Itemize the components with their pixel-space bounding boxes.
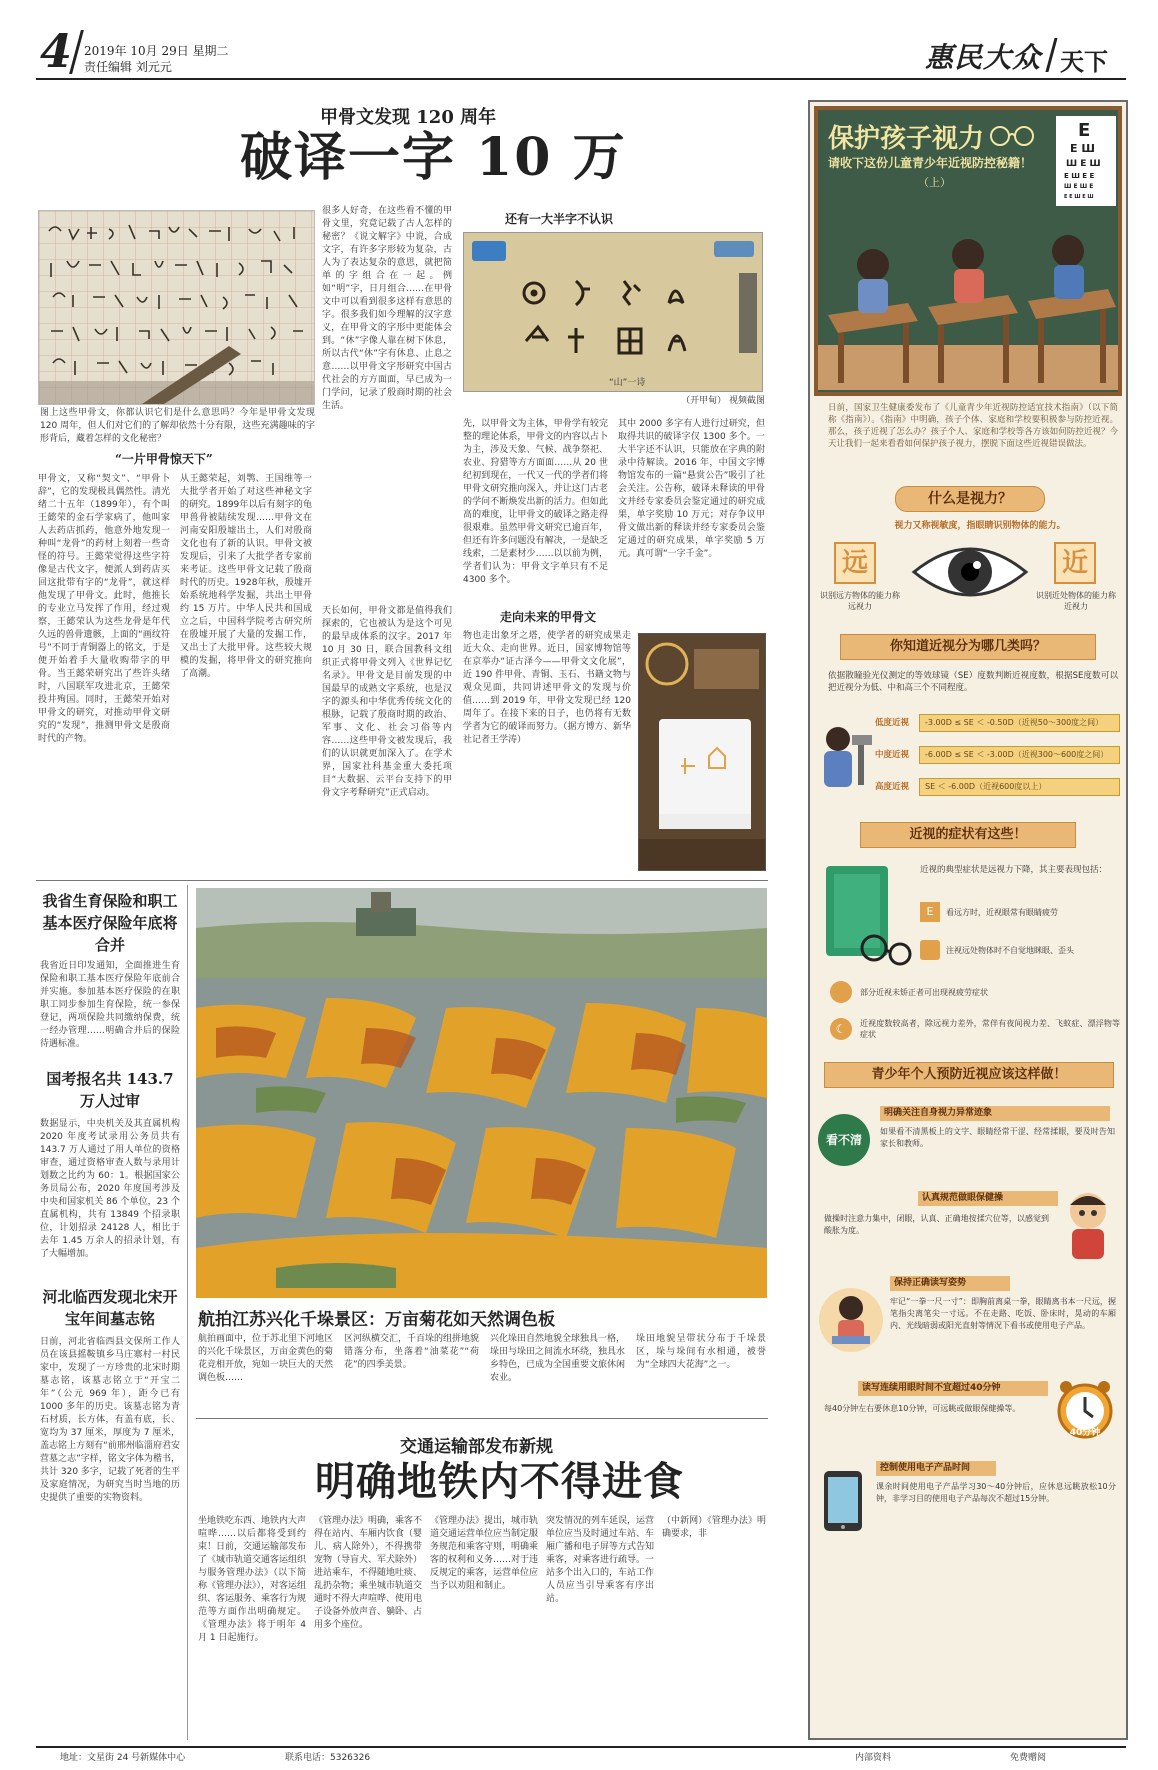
lead-col-d: 天长如何，甲骨文都是值得我们探索的，它也被认为是这个可见的最早成体系的汉字。2017 年 10 月 30 日，联合国教科文组织正式将甲骨文列入《世界记忆名录》。甲骨文是目前发现的中国最早的成熟文字系统，也是汉字的源头和中华优秀传统文化的根脉，记载了殷商时期的政治、军事、文化、社会习俗等内容……这些甲骨文被发现后，我们的认识就更加深入了。在学术界，国家社科基金重大委托项目“大数据、云平台支持下的甲骨文字考释研究”正式启动。 xyxy=(322,606,452,798)
alarm-clock-icon xyxy=(1054,1377,1116,1447)
symptom-text: 看远方时，近视眼常有眼睛疲劳 xyxy=(946,907,1058,917)
left-column-rule xyxy=(36,880,768,881)
degree-label: 高度近视 xyxy=(875,781,910,792)
footer-address: 地址：文星街 24 号新媒体中心 xyxy=(60,1753,186,1763)
lead-kicker: 甲骨文发现 120 周年 xyxy=(320,107,497,128)
left-body-2: 数据显示，中央机关及其直属机构 2020 年度考试录用公务员共有 143.7 万人通过了用人单位的资格审查，通过资格审查人数与录用计划数之比约为 60：1。根据国家公务员局公布，2020 年度国考涉及中央和国家机关 86 个单位，23 个直属机构，共有 13849 个招录职位，计划招录 24128 人，相比于去年 1.45 万余人的招录计划，有了大幅增加。 xyxy=(40,1119,180,1259)
person-icon xyxy=(920,940,940,960)
degree-range: SE ＜ -6.00D（近视600度以上） xyxy=(919,778,1120,796)
photo-text-d: 垛田地貌呈带状分布于千垛景区，垛与垛间有水相通，被誉为“全球四大花海”之一。 xyxy=(636,1334,766,1370)
far-label: 远 xyxy=(841,548,868,578)
lead-title: 破译一字 10 万 xyxy=(240,127,627,188)
tip-text: 做操时注意力集中，闭眼，认真、正确地按揉穴位等，以感觉到酸胀为度。 xyxy=(824,1214,1049,1235)
electronic-device-icon xyxy=(818,1467,868,1541)
eye-exam-illustration xyxy=(818,717,878,801)
clock-label: 40分钟 xyxy=(1069,1428,1101,1438)
symptom-1 xyxy=(920,897,1120,927)
metro-col-e: （中新网）《管理办法》明确要求，非 xyxy=(662,1516,766,1539)
metro-col-d: 突发情况的列车延误，运营单位应当及时通过车站、车厢广播和电子屏等方式告知乘客，对乘客进行疏导。一站多个出入口的，车站工作人员应当引导乘客有序出站。 xyxy=(546,1516,654,1604)
eye-icon xyxy=(910,532,1030,616)
degree-label: 中度近视 xyxy=(875,749,910,760)
symptom-3 xyxy=(830,980,1120,1004)
tip-5 xyxy=(818,1457,1122,1547)
tip-2 xyxy=(818,1187,1122,1267)
symptom-text: 注视远处物体时不自觉地眯眼、歪头 xyxy=(946,945,1074,955)
lead-col-a: 甲骨文，又称“契文”、“甲骨卜辞”，它的发现极具偶然性。清光绪二十五年（1899年），有个叫王懿荣的金石学家病了，他叫家人去药店抓药，他意外地发现一种叫“龙骨”的药材上刻着一些奇怪的符号。王懿荣觉得这些字符像是古代文字，便派人到药店买回这批带有字的“龙骨”，就这样他发现了甲骨文。此时，他推长的专业立马发挥了作用，经过观察，王懿荣认为这些龙骨是年代久远的兽骨遗骸，上面的“画纹符号”不同于青铜器上的铭文，于是便开始着手大量收购带字的甲骨。当王懿荣研究出了些许头绪时，八国联军攻进北京，王懿荣投井殉国。同时，王懿荣开始对甲骨文的研究，对推动甲骨文研究的“发现”，推测甲骨文是殷商时代的产物。 xyxy=(38,474,170,744)
photo-section-rule xyxy=(196,1418,768,1419)
subhead-discovery: “一片甲骨惊天下” xyxy=(115,452,213,466)
lead-col-c: 很多人好奇，在这些看不懂的甲骨文里，究竟记载了古人怎样的秘密？《说文解字》中说，合成文字，有许多字形较为复杂，古人为了表达复杂的意思，就把简单的字组合在一起。例如“明”字，日月组合……在甲骨文中可以看到很多这样有意思的字。很多我们如今理解的汉字意义，在甲骨文的字形中更能体会到。“休”字像人靠在树下休息，所以古代“休”字有休息、止息之意……以甲骨文字形研究中国古代社会的方方面面，早已成为一门学问，记录了殷商时期的社会生活。 xyxy=(322,206,452,411)
footer-rule xyxy=(36,1746,1126,1748)
eye-chart xyxy=(1056,116,1116,206)
left-body-3: 日前，河北省临西县文保所工作人员在该县摇鞍镇乡马庄寨村一村民家中，发现了一方珍贵的北宋时期墓志铭，该墓志铭立于“开宝二年”（公元 969 年），距今已有 1000 多年的历史。该墓志铭为青石材质，长方体，有盖有底，长、宽均为 37 厘米，厚度为 7 厘米，盖志铭上方刻有“前邢州临淄府君安营墓之志”字样，铭文字体为楷书，共计 320 多字，记载了死者的生平及家庭情况，为研究当时当地的历史提供了重要的实物资料。 xyxy=(40,1337,180,1503)
far-box xyxy=(834,542,876,584)
lead-col-b: 从王懿荣起，刘鹗、王国维等一大批学者开始了对这些神秘文字的研究。1899年以后有刻字的龟甲兽骨被陆续发现……甲骨文在河南安阳殷墟出土，人们对殷商文化也有了新的认识。甲骨文被发现后，引来了大批学者专家前来考证。这些甲骨文记载了殷商时代的历史。1928年秋，殷墟开始系统地科学发掘，共出土甲骨约 15 万片。中华人民共和国成立之后，中国科学院考古研究所在殷墟开展了大量的发掘工作，又出土了大批甲骨。这些较大规模的发掘，将甲骨文的研究推向了高潮。 xyxy=(180,474,312,679)
symptom-2 xyxy=(920,935,1120,965)
left-headline-1: 我省生育保险和职工基本医疗保险年底将合并 xyxy=(42,892,178,954)
eyesight-infographic xyxy=(808,100,1128,1740)
myopia-types-text: 依据散瞳验光仪测定的等效球镜（SE）度数判断近视度数，根据SE度数可以把近视分为低、中和高三个不同程度。 xyxy=(828,671,1118,693)
footer-phone: 联系电话：5326326 xyxy=(285,1753,371,1763)
issue-date: 2019年 10月 29日 星期二 xyxy=(84,44,229,58)
metro-title: 明确地铁内不得进食 xyxy=(315,1458,684,1505)
near-box xyxy=(1054,542,1096,584)
notebook-glasses-icon xyxy=(822,862,912,976)
svg-text:Ш E Ш: Ш E Ш xyxy=(1066,159,1101,169)
banner-part: （上） xyxy=(918,176,951,189)
photo-headline: 航拍江苏兴化千垛景区：万亩菊花如天然调色板 xyxy=(198,1310,555,1330)
banner-subtitle: 请收下这份儿童青少年近视防控秘籍！ xyxy=(828,156,1033,170)
svg-text:E E Ш E Ш: E E Ш E Ш xyxy=(1064,194,1094,200)
left-body-1: 我省近日印发通知，全面推进生育保险和职工基本医疗保险年底前合并实施。参加基本医疗保险的在职职工同步参加生育保险，统一参保登记，两项保险共同缴纳保费，统一经办管理……明确合并后的保险待遇标准。 xyxy=(40,961,180,1049)
tip-title: 明确关注自身视力异常迹象 xyxy=(880,1106,1110,1121)
degree-range: -3.00D ≤ SE ＜ -0.50D（近视50～300度之间） xyxy=(919,714,1120,732)
cant-see-badge: 看不清 xyxy=(818,1114,870,1166)
lead-col-f: 其中 2000 多字有人进行过研究，但取得共识的破译字仅 1300 多个。一大半字还不认识，只能放在字典的附录中待解读。2016 年，中国文字博物馆发布的一篇“悬赏公告”吸引了社会关注。公告称，破译未释读的甲骨文并经专家委员会鉴定通过的研究成果，单字奖励 10 万元；对存争议甲骨文做出新的释读并经专家委员会鉴定通过的研究成果，单字奖励 5 万元。真可谓“一字千金”。 xyxy=(618,419,765,559)
students-at-desks-illustration xyxy=(818,195,1118,390)
svg-text:E Ш: E Ш xyxy=(1070,142,1095,155)
metro-kicker: 交通运输部发布新规 xyxy=(400,1437,553,1457)
degree-range: -6.00D ≤ SE ＜ -3.00D（近视300～600度之间） xyxy=(919,746,1120,764)
tip-text: 每40分钟左右要休息10分钟，可远眺或做眼保健操等。 xyxy=(824,1404,1021,1413)
page-number: 4 xyxy=(40,24,73,78)
left-headline-2: 国考报名共 143.7 万人过审 xyxy=(46,1070,174,1110)
degree-row-low xyxy=(875,714,1120,732)
svg-text:“山”一诗: “山”一诗 xyxy=(609,378,646,388)
header-rule xyxy=(36,78,1126,80)
svg-text:Ш E Ш E: Ш E Ш E xyxy=(1064,183,1094,190)
symptom-4 xyxy=(830,1012,1120,1046)
aerial-flower-photo xyxy=(196,888,767,1298)
footer-free: 免费赠阅 xyxy=(1010,1753,1047,1763)
oracle-script-photo xyxy=(38,210,315,405)
tip-text: 课余时间使用电子产品学习30～40分钟后，应休息远眺放松10分钟，非学习目的使用电子产品每次不超过15分钟。 xyxy=(876,1482,1116,1503)
near-label: 近 xyxy=(1061,548,1088,578)
metro-col-a: 坐地铁吃东西、地铁内大声喧哗……以后都将受到约束！日前，交通运输部发布了《城市轨道交通客运组织与服务管理办法》（以下简称《管理办法》），对客运组织、客运服务、乘客行为规范等方面作出明确规定。《管理办法》将于明年 4 月 1 日起施行。 xyxy=(198,1516,306,1643)
tip-text: 如果看不清黑板上的文字、眼睛经常干涩、经常揉眼，要及时告知家长和教师。 xyxy=(880,1127,1115,1148)
tip-text: 牢记“一拳一尺一寸”：即胸前离桌一拳，眼睛离书本一尺远，握笔指尖离笔尖一寸远。不在走路、吃饭、卧床时，晃动的车厢内、光线暗弱或阳光直射等情况下看书或使用电子产品。 xyxy=(890,1297,1116,1330)
oracle-video-screenshot xyxy=(463,232,763,392)
photo-text-c: 兴化垛田自然地貌全球独具一格，垛田与垛田之间流水环绕，独具水乡特色，已成为全国重要文旅休闲农业。 xyxy=(490,1334,625,1383)
banner-title: 保护孩子视力 xyxy=(828,124,985,154)
tip-title: 控制使用电子产品时间 xyxy=(876,1461,996,1476)
lead-col-g: 物也走出象牙之塔，使学者的研究成果走近大众、走向世界。近日，国家博物馆等在京举办“证古泽今——甲骨文文化展”，近 190 件甲骨、青铜、玉石、书籍文物与观众见面，共同讲述甲骨文的发现与价值……到 2019 年，甲骨文发现已经 120 周年了。在接下来的日子，也仍将有无数学者为它的破译而努力。（据方博方、新华社记者王学涛） xyxy=(463,631,631,745)
far-vision-text: 识别远方物体的能力称远视力 xyxy=(820,591,900,611)
editor-line: 责任编辑 刘元元 xyxy=(84,60,172,74)
lead-col-e: 先，以甲骨文为主体，甲骨学有较完整的理论体系，甲骨文的内容以占卜为主，涉及天象、气候、战争祭祀、农业、狩猎等方方面面……从 20 世纪初到现在，一代又一代的学者们将甲骨文研究推向深入，并让这门古老的学问不断焕发出新的活力。但如此高的难度，让甲骨文的破译之路走得很艰难。虽然甲骨文研究已逾百年，但还有许多问题没有解决，一是缺乏线索，二是素材少……以以前为例，学者们认为：甲骨文字单只有不足 4300 多个。 xyxy=(463,419,608,585)
symptom-badge-icon: E xyxy=(920,902,940,922)
eye-exercise-kid-icon xyxy=(1058,1187,1118,1265)
left-column-divider xyxy=(187,885,188,1740)
image-credit: （开甲甸） 视频截图 xyxy=(681,396,765,406)
section-symptoms: 近视的症状有这些！ xyxy=(860,822,1076,848)
chalkboard-banner xyxy=(814,106,1122,396)
svg-text:E Ш E E: E Ш E E xyxy=(1064,172,1095,180)
page-header xyxy=(0,0,1158,78)
glasses-icon xyxy=(988,122,1038,152)
left-headline-3: 河北临西发现北宋开宝年间墓志铭 xyxy=(42,1288,178,1328)
photo-text-a: 航拍画面中，位于苏北里下河地区的兴化千垛景区，万亩金黄色的菊花竞相开放，宛如一块巨大的天然调色板…… xyxy=(198,1334,333,1383)
footer-internal: 内部资料 xyxy=(855,1753,892,1763)
tip-1 xyxy=(818,1102,1122,1180)
vision-definition: 视力又称视敏度，指眼睛识别物体的能力。 xyxy=(894,521,1066,531)
section-what-is-vision: 什么是视力？ xyxy=(895,486,1045,512)
brand-slash xyxy=(1045,38,1057,72)
moon-icon: ☾ xyxy=(830,1018,852,1040)
tip-title: 读写连续用眼时间不宜超过40分钟 xyxy=(858,1381,1048,1396)
photo-text-b: 区河纵横交汇，千百垛的组拼地貌错落分布，坐落着“油菜花”“荷花”的四季美景。 xyxy=(344,1334,479,1370)
near-vision-text: 识别近处物体的能力称近视力 xyxy=(1036,591,1116,611)
metro-col-b: 《管理办法》明确，乘客不得在站内、车厢内饮食（婴儿、病人除外），不得携带宠物（导盲犬、军犬除外）进站乘车，不得随地吐痰、乱扔杂物；乘坐城市轨道交通时不得大声喧哗、使用电子设备外放声音、躺卧、占用多个座位。 xyxy=(314,1516,422,1630)
image-heading: 还有一大半字不认识 xyxy=(505,212,614,226)
subhead-future: 走向未来的甲骨文 xyxy=(500,610,597,624)
degree-row-medium xyxy=(875,746,1120,764)
section-name: 天下 xyxy=(1060,47,1108,76)
symptoms-intro: 近视的典型症状是远视力下降，其主要表现包括： xyxy=(920,865,1108,875)
myopia-degree-list xyxy=(875,714,1120,796)
metro-col-c: 《管理办法》提出，城市轨道交通运营单位应当制定服务规范和乘客守则，明确乘客的权利和义务……对于违反规定的乘客，运营单位应当予以劝阻和制止。 xyxy=(430,1516,538,1591)
tip-title: 保持正确读写姿势 xyxy=(890,1276,1010,1291)
tired-face-icon xyxy=(830,981,852,1003)
section-myopia-types: 你知道近视分为哪几类吗？ xyxy=(840,634,1096,660)
section-prevention: 青少年个人预防近视应该这样做！ xyxy=(824,1062,1114,1088)
tip-title: 认真规范做眼保健操 xyxy=(918,1191,1058,1206)
infographic-intro: 日前，国家卫生健康委发布了《儿童青少年近视防控适宜技术指南》（以下简称《指南》）。《指南》中明确，孩子个体、家庭和学校要积极参与防控近视。那么，孩子近视了怎么办？孩子个人、家庭和学校等各方该如何防控近视？今天让我们一起来看看如何保护孩子视力，摆脱下面这些近视错误做法。 xyxy=(828,403,1118,449)
mobile-app-screenshot xyxy=(638,633,766,871)
symptom-text: 部分近视未矫正者可出现视疲劳症状 xyxy=(860,987,988,997)
tip-3 xyxy=(818,1272,1122,1372)
degree-row-high xyxy=(875,778,1120,796)
photo-caption: 图上这些甲骨文，你都认识它们是什么意思吗？今年是甲骨文发现 120 周年，但人们对它们的了解却依然十分有限，这些充满趣味的字形背后，藏着怎样的文化秘密？ xyxy=(40,408,315,444)
reading-kid-icon xyxy=(818,1280,884,1364)
degree-label: 低度近视 xyxy=(875,717,910,728)
symptom-text: 近视度数较高者，除远视力差外，常伴有夜间视力差、飞蚊症、漂浮物等症状 xyxy=(860,1019,1120,1039)
svg-text:E: E xyxy=(1078,120,1091,141)
tip-4 xyxy=(818,1377,1122,1452)
brand-logo: 惠民大众 xyxy=(925,41,1042,74)
